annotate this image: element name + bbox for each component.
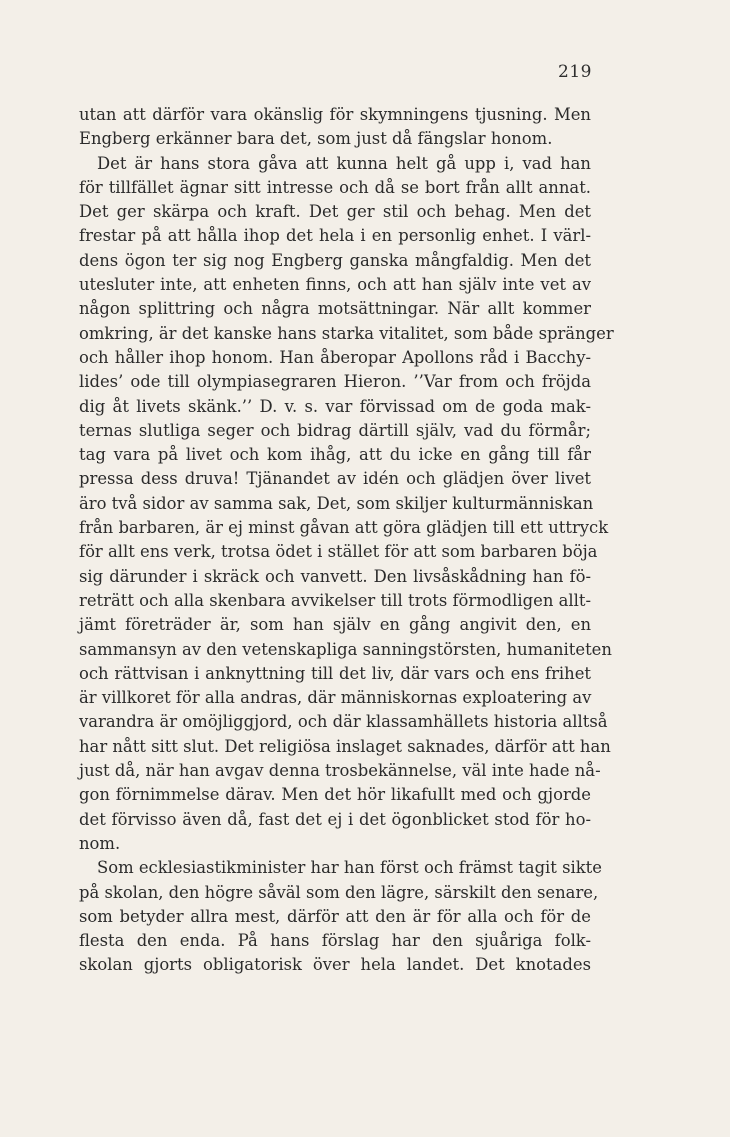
text-line: reträtt och alla skenbara avvikelser till trots förmodligen allt- — [79, 590, 591, 610]
text-line: är villkoret för alla andras, där människornas exploatering av — [79, 688, 592, 708]
text-line: Det ger skärpa och kraft. Det ger stil och behag. Men det — [79, 202, 591, 222]
page-number: 219 — [558, 62, 592, 82]
text-line: dens ögon ter sig nog Engberg ganska mångfaldig. Men det — [79, 250, 591, 270]
text-line: sig därunder i skräck och vanvett. Den livsåskådning han fö- — [79, 566, 591, 586]
text-line: dig åt livets skänk.’’ D. v. s. var förvissad om de goda mak- — [79, 396, 591, 416]
text-line: äro två sidor av samma sak, Det, som skiljer kulturmänniskan — [79, 493, 594, 513]
text-line: som betyder allra mest, därför att den är för alla och för de — [79, 906, 591, 926]
text-line: har nått sitt slut. Det religiösa inslaget saknades, därför att han — [79, 736, 611, 756]
text-line: Som ecklesiastikminister har han först och främst tagit sikte — [97, 858, 602, 878]
text-line: och håller ihop honom. Han åberopar Apollons råd i Bacchy- — [79, 347, 591, 367]
text-line: skolan gjorts obligatorisk över hela landet. Det knotades — [79, 955, 591, 975]
text-line: just då, när han avgav denna trosbekännelse, väl inte hade nå- — [79, 761, 601, 781]
text-line: utan att därför vara okänslig för skymningens tjusning. Men — [79, 105, 591, 124]
text-line: omkring, är det kanske hans starka vitalitet, som både spränger — [79, 323, 614, 343]
text-line: lides’ ode till olympiasegraren Hieron. ’’Var from och fröjda — [79, 372, 591, 392]
text-line: flesta den enda. På hans förslag har den sjuåriga folk- — [79, 931, 591, 951]
text-line: varandra är omöjliggjord, och där klassamhällets historia alltså — [79, 712, 608, 732]
text-line: pressa dess druva! Tjänandet av idén och glädjen över livet — [79, 469, 591, 489]
text-line: det förvisso även då, fast det ej i det ögonblicket stod för ho- — [79, 809, 591, 829]
text-line: Engberg erkänner bara det, som just då fängslar honom. — [79, 129, 553, 149]
text-line: för allt ens verk, trotsa ödet i stället för att som barbaren böja — [79, 542, 598, 562]
body-text — [79, 103, 614, 978]
text-line: jämt företräder är, som han själv en gång angivit den, en — [79, 615, 591, 635]
text-line: gon förnimmelse därav. Men det hör likafullt med och gjorde — [79, 785, 591, 805]
text-line: nom. — [79, 833, 121, 853]
text-line: sammansyn av den vetenskapliga sanningstörsten, humaniteten — [79, 639, 612, 659]
text-line: och rättvisan i anknyttning till det liv, där vars och ens frihet — [79, 663, 591, 683]
text-line: frestar på att hålla ihop det hela i en personlig enhet. I värl- — [79, 226, 591, 246]
text-line: ternas slutliga seger och bidrag därtill själv, vad du förmår; — [79, 420, 591, 440]
text-line: tag vara på livet och kom ihåg, att du icke en gång till får — [79, 445, 591, 465]
text-line: utesluter inte, att enheten finns, och att han själv inte vet av — [79, 275, 591, 295]
text-line: Det är hans stora gåva att kunna helt gå upp i, vad han — [97, 153, 591, 173]
text-line: för tillfället ägnar sitt intresse och då se bort från allt annat. — [79, 177, 591, 197]
text-line: någon splittring och några motsättningar. När allt kommer — [79, 299, 591, 319]
text-line: från barbaren, är ej minst gåvan att göra glädjen till ett uttryck — [79, 518, 609, 538]
text-line: på skolan, den högre såväl som den lägre, särskilt den senare, — [79, 882, 599, 902]
